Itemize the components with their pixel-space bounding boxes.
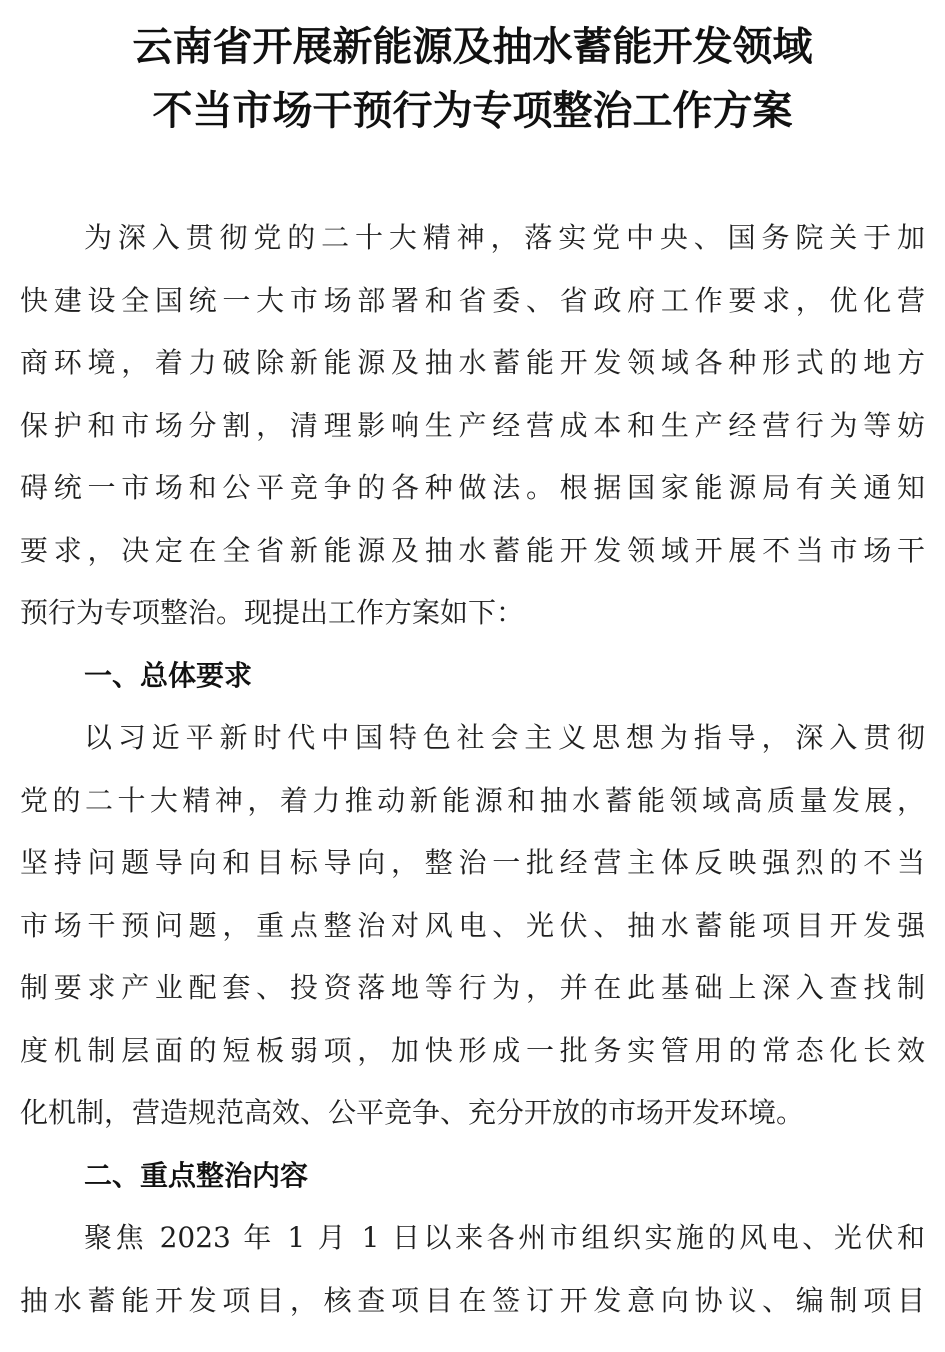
section-1-line-6: 度机制层面的短板弱项，加快形成一批务实管用的常态化长效 [20, 1034, 925, 1067]
section-2-heading: 二、重点整治内容 [84, 1159, 309, 1192]
intro-line-5: 碍统一市场和公平竞争的各种做法。根据国家能源局有关通知 [20, 471, 925, 504]
section-1-heading: 一、总体要求 [84, 659, 253, 692]
section-1-line-5: 制要求产业配套、投资落地等行为，并在此基础上深入查找制 [20, 971, 925, 1004]
intro-line-3: 商环境，着力破除新能源及抽水蓄能开发领域各种形式的地方 [20, 346, 925, 379]
intro-line-4: 保护和市场分割，清理影响生产经营成本和生产经营行为等妨 [20, 409, 925, 442]
section-1-line-3: 坚持问题导向和目标导向，整治一批经营主体反映强烈的不当 [20, 846, 925, 879]
section-1-line-7: 化机制，营造规范高效、公平竞争、充分开放的市场开发环境。 [20, 1096, 805, 1129]
intro-line-2: 快建设全国统一大市场部署和省委、省政府工作要求，优化营 [20, 284, 925, 317]
intro-line-7: 预行为专项整治。现提出工作方案如下： [20, 596, 525, 629]
section-1-line-1: 以习近平新时代中国特色社会主义思想为指导，深入贯彻 [84, 721, 925, 754]
section-1-line-2: 党的二十大精神，着力推动新能源和抽水蓄能领域高质量发展， [20, 784, 925, 817]
document-title-line-1: 云南省开展新能源及抽水蓄能开发领域 [132, 23, 813, 70]
intro-line-6: 要求，决定在全省新能源及抽水蓄能开发领域开展不当市场干 [20, 534, 925, 567]
section-2-line-2: 抽水蓄能开发项目，核查项目在签订开发意向协议、编制项目 [20, 1284, 925, 1317]
section-2-line-1: 聚焦 2023 年 1 月 1 日以来各州市组织实施的风电、光伏和 [84, 1221, 925, 1254]
intro-line-1: 为深入贯彻党的二十大精神，落实党中央、国务院关于加 [84, 221, 925, 254]
document-title-line-2: 不当市场干预行为专项整治工作方案 [152, 87, 793, 134]
section-1-line-4: 市场干预问题，重点整治对风电、光伏、抽水蓄能项目开发强 [20, 909, 925, 942]
